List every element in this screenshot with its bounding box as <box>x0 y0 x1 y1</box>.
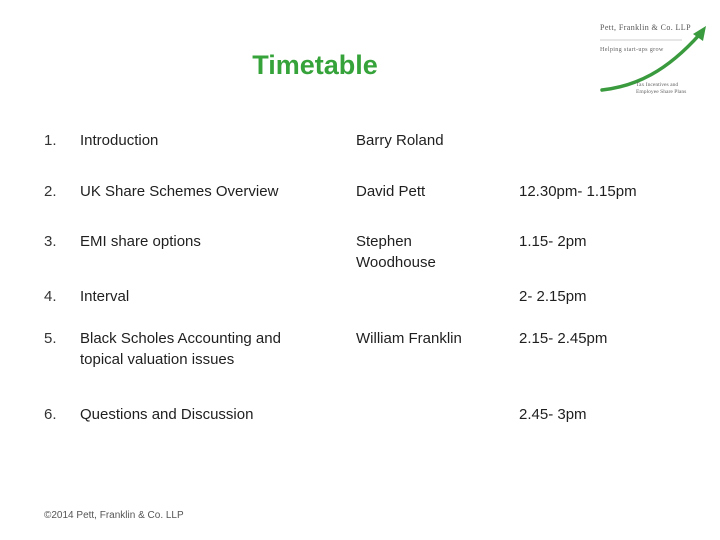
row-speaker: William Franklin <box>356 330 462 347</box>
logo-subtitle <box>636 82 686 96</box>
copyright-footer: ©2014 Pett, Franklin & Co. LLP <box>44 510 184 521</box>
row-number: 6. <box>44 406 57 423</box>
row-time: 2- 2.15pm <box>519 288 587 305</box>
row-topic: Black Scholes Accounting and topical valuation issues <box>80 330 281 368</box>
row-topic: EMI share options <box>80 233 201 250</box>
row-number: 4. <box>44 288 57 305</box>
row-number: 1. <box>44 132 57 149</box>
row-speaker: Stephen Woodhouse <box>356 233 436 271</box>
row-topic: Introduction <box>80 132 159 149</box>
row-time: 12.30pm- 1.15pm <box>519 183 637 200</box>
logo-tagline: Helping start-ups grow <box>600 46 664 53</box>
logo-subtitle-line2: Employee Share Plans <box>636 89 687 95</box>
row-topic: UK Share Schemes Overview <box>80 183 279 200</box>
row-time: 2.15- 2.45pm <box>519 330 608 347</box>
company-logo <box>596 20 716 102</box>
row-speaker: Barry Roland <box>356 132 444 149</box>
row-number: 3. <box>44 233 57 250</box>
row-number: 2. <box>44 183 57 200</box>
row-number: 5. <box>44 330 57 347</box>
slide-title: Timetable <box>252 50 378 80</box>
row-topic: Interval <box>80 288 130 305</box>
row-speaker: David Pett <box>356 183 426 200</box>
logo-firm-name: Pett, Franklin & Co. LLP <box>600 23 691 32</box>
logo-subtitle-line1: Tax Incentives and <box>636 82 679 88</box>
row-time: 2.45- 3pm <box>519 406 587 423</box>
row-time: 1.15- 2pm <box>519 233 587 250</box>
row-topic: Questions and Discussion <box>80 406 254 423</box>
